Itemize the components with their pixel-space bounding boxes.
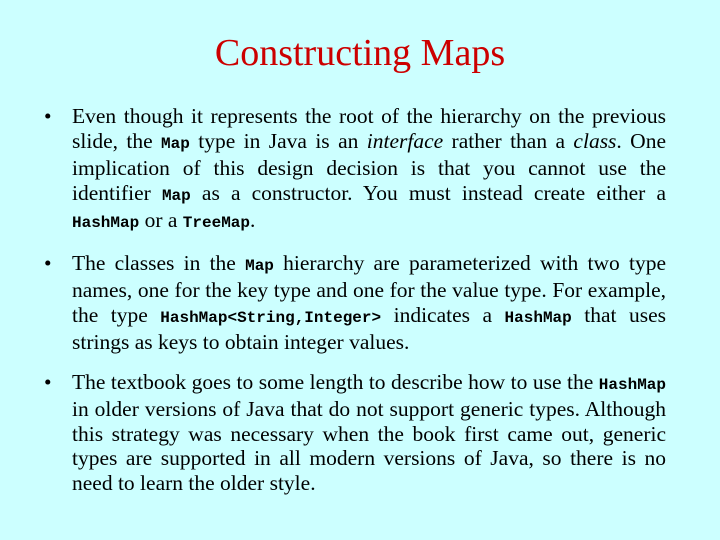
bullet-text bbox=[72, 251, 666, 355]
bullet-text bbox=[72, 104, 666, 236]
text-run: that uses strings as keys to obtain integer values. bbox=[72, 302, 666, 354]
bullet-text bbox=[72, 370, 666, 496]
bullet-marker: • bbox=[44, 104, 52, 128]
emphasis-term: class bbox=[573, 128, 617, 153]
bullet-marker: • bbox=[44, 250, 52, 275]
bullet-marker: • bbox=[44, 369, 52, 394]
slide-title: Constructing Maps bbox=[214, 32, 506, 74]
bullet-item bbox=[44, 251, 666, 355]
code-term: Map bbox=[161, 134, 190, 153]
code-term: TreeMap bbox=[182, 214, 251, 232]
bullet-item bbox=[44, 370, 666, 496]
text-run: type in Java is an bbox=[189, 128, 367, 153]
text-run: . One implication of this design decision is that you cannot use the identifier bbox=[72, 128, 667, 205]
code-term: HashMap bbox=[598, 375, 666, 394]
code-term: HashMap bbox=[504, 308, 572, 327]
bullet-list bbox=[44, 104, 666, 510]
code-term: Map bbox=[245, 256, 274, 275]
text-run: Even though it represents the root of the hierarchy on the previous slide, the bbox=[72, 104, 666, 153]
text-run: The textbook goes to some length to describe how to use the bbox=[72, 369, 599, 394]
text-run: The classes in the bbox=[72, 250, 246, 275]
bullet-item bbox=[44, 104, 666, 236]
emphasis-term: interface bbox=[366, 128, 444, 153]
code-term: HashMap<String,Integer> bbox=[160, 308, 382, 327]
code-term: Map bbox=[161, 186, 191, 205]
text-run: indicates a bbox=[381, 302, 505, 327]
text-run: rather than a bbox=[443, 128, 574, 153]
text-run: in older versions of Java that do not support generic types. Although this strategy was necessary when the book first came out, generic types are supported in all modern versions of Java, so there is no need to learn the older style. bbox=[72, 397, 666, 495]
text-run: . bbox=[250, 208, 256, 232]
text-run: hierarchy are parameterized with two type names, one for the key type and one for the value type. For example, the type bbox=[72, 250, 667, 327]
text-run: or a bbox=[139, 208, 183, 232]
text-run: as a constructor. You must instead create either a bbox=[190, 180, 666, 205]
code-term: HashMap bbox=[72, 214, 140, 232]
